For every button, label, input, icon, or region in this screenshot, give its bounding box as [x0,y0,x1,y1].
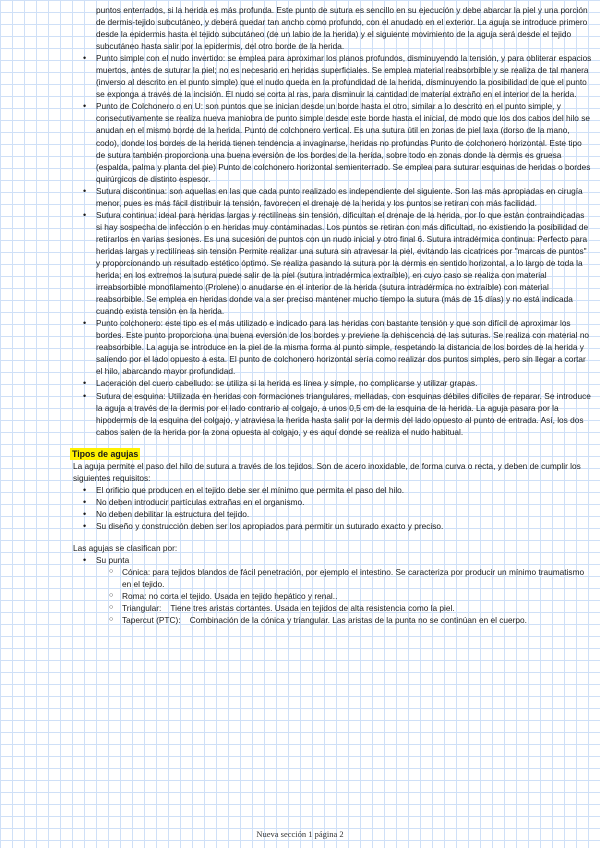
list-item: • Laceración del cuero cabelludo: se utiliza si la herida es línea y simple, no complicarse y utilizar grapas. [96,377,592,389]
list-item [96,554,592,626]
list-item: • Punto de Colchonero o en U: son puntos que se inician desde un borde hasta el otro, similar a lo descrito en el punto simple, y consecutivamente se realiza nueva maniobra de punto simple desde este borde hasta el inicial, de modo que los dos cabos del hilo se anudan en el mismo borde de la herida. Punto de colchonero vertical. Es una sutura útil en zonas de piel laxa (dorso de la mano, codo), donde los bordes de la herida tienen tendencia a invaginarse, heridas no profundas Punto de colchonero horizontal. Este tipo de sutura también proporciona una buena eversión de los bordes de la herida, sobre todo en zonas donde la dermis es gruesa (espalda, palma y planta del pie) Punto de colchonero horizontal semienterrado. Se emplea para suturar esquinas de heridas o bordes quirúrgicos de distinto espesor. [96,100,592,184]
section-heading: Tipos de agujas [72,448,139,459]
list-item: • No deben introducir partículas extrañas en el organismo. [96,496,592,508]
requirements-list [70,484,592,532]
page-footer: Nueva sección 1 página 2 [256,829,344,839]
classification-list [70,554,592,626]
sub-list-item: ○ Roma: no corta el tejido. Usada en tejido hepático y renal.. [122,590,592,602]
list-item: • Punto simple con el nudo invertido: se emplea para aproximar los planos profundos, disminuyendo la tensión, y para obliterar espacios muertos, antes de suturar la piel; no es necesario en heridas superficiales. Se emplea material reabsorbible y se realiza de tal manera (inverso al descrito en el punto simple) que el nudo queda en la profundidad de la herida, disminuyendo la posibilidad de que el punto se exponga a través de la incisión. El nudo se corta al ras, para disminuir la cantidad de material extraño en el interior de la herida. [96,52,592,100]
sub-list-item: ○ Cónica: para tejidos blandos de fácil penetración, por ejemplo el intestino. Se caracteriza por producir un mínimo traumatismo en el tejido. [122,566,592,590]
section-heading-wrap [70,438,592,460]
list-item: • Sutura continua: ideal para heridas largas y rectilíneas sin tensión, dificultan el drenaje de la herida, por lo que están contraindicadas si hay sospecha de infección o en heridas muy contaminadas. Los puntos se retiran con más dificultad, no existiendo la posibilidad de retirarlos en varias sesiones. Es una sucesión de puntos con un nudo inicial y otro final 6. Sutura intradérmica continua: Perfecto para heridas largas y rectilíneas sin tensión Permite realizar una sutura sin atravesar la piel, evitando las cicatrices por "marcas de puntos" y proporcionando un resultado estético óptimo. Se realiza pasando la sutura por la dermis en sentido horizontal, a lo largo de toda la herida; en los extremos la sutura puede salir de la piel (sutura intradérmica extraíble), en cuyo caso se realiza con material irreabsorbible monofilamento (Prolene) o anudarse en el interior de la herida (sutura intradérmica no extraíble) con material reabsorbible. Se emplea en heridas donde va a ser preciso mantener mucho tiempo la sutura (más de 15 días) y no está indicada cuando exista tensión en la herida. [96,209,592,317]
list-item: • No deben debilitar la estructura del tejido. [96,508,592,520]
list-item: • Punto colchonero: este tipo es el más utilizado e indicado para las heridas con bastante tensión y que son difícil de aproximar los bordes. Este punto proporciona una buena eversión de los bordes y previene la dehiscencia de las suturas. Se realiza con material no reabsorbible. La aguja se introduce en la piel de la misma forma al punto simple, respetando la distancia de los bordes de la herida y saliendo por el lado opuesto a esta. El punto de colchonero horizontal sería como realizar dos puntos simples, pero sin llegar a cortar el hilo, abarcando mayor profundidad. [96,317,592,377]
sub-list-item: ○ Tapercut (PTC): Combinación de la cónica y triangular. Las aristas de la punta no se continúan en el cuerpo. [122,614,592,626]
needle-tip-list [96,566,592,626]
needles-intro: La aguja permite el paso del hilo de sutura a través de los tejidos. Son de acero inoxidable, de forma curva o recta, y deben de cumplir los siguientes requisitos: [73,460,581,483]
list-item: • Su diseño y construcción deben ser los apropiados para permitir un suturado exacto y preciso. [96,520,592,532]
continued-paragraph: puntos enterrados, si la herida es más profunda. Este punto de sutura es sencillo en su ejecución y debe abarcar la piel y una porción de dermis-tejido subcutáneo, y deberá quedar tan ancho como profundo, con el anudado en el exterior. La aguja se introduce primero desde la epidermis hasta el tejido subcutáneo (de un labio de la herida) y el siguiente movimiento de la aguja será desde el tejido subcutáneo hasta salir por la epidermis, del otro borde de la herida. [96,5,588,52]
classification-label: Las agujas se clasifican por: [73,543,178,554]
note-content [70,4,592,626]
list-item: • El orificio que producen en el tejido debe ser el mínimo que permita el paso del hilo. [96,484,592,496]
list-item: • Sutura discontinua: son aquellas en las que cada punto realizado es independiente del siguiente. Son las más apropiadas en cirugía menor, pues es más fácil distribuir la tensión, favorecen el drenaje de la herida y los puntos se retiran con más facilidad. [96,185,592,209]
suture-types-list [70,52,592,438]
classification-item: Su punta [96,555,130,566]
list-item: • Sutura de esquina: Utilizada en heridas con formaciones triangulares, melladas, con esquinas débiles difíciles de reparar. Se introduce la aguja a través de la dermis por el lado contrario al colgajo, a unos 0,5 cm de la esquina de la herida. La aguja pasara por la hipodermis de la esquina del colgajo, y atraviesa la herida hasta salir por la dermis del lado opuesto al punto de entrada. Así, los dos cabos salen de la herida por la zona opuesta al colgajo, y es aquí donde se realiza el nudo habitual. [96,390,592,438]
sub-list-item: ○ Triangular: Tiene tres aristas cortantes. Usada en tejidos de alta resistencia como la piel. [122,602,592,614]
